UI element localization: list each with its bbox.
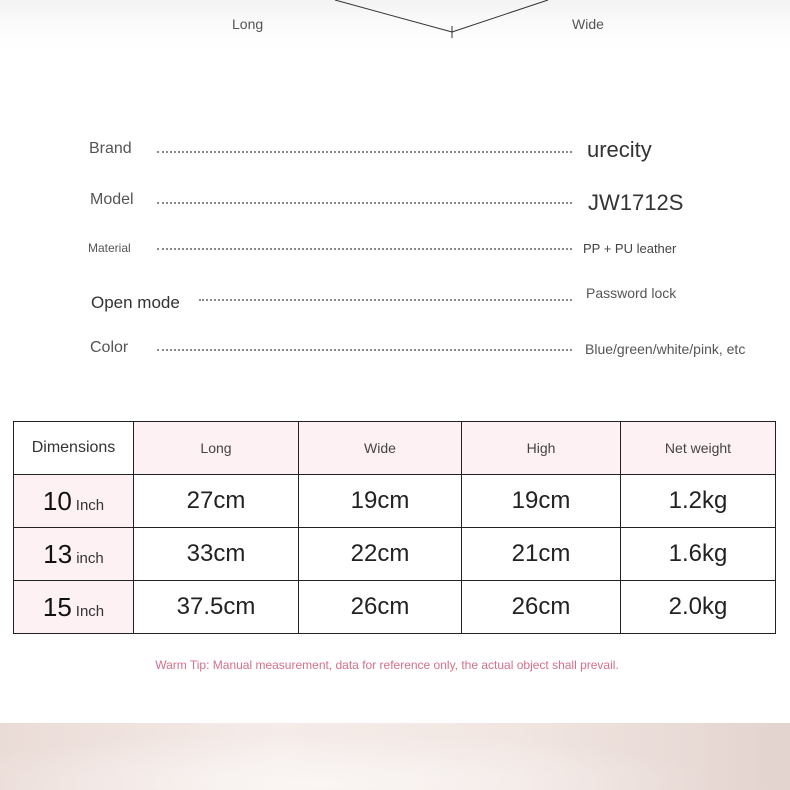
cell-high: 19cm bbox=[462, 475, 621, 528]
cell-weight: 2.0kg bbox=[621, 581, 776, 634]
spec-label-open-mode: Open mode bbox=[91, 293, 180, 312]
cell-weight: 1.2kg bbox=[621, 475, 776, 528]
table-row bbox=[14, 528, 776, 581]
spec-value-color: Blue/green/white/pink, etc bbox=[585, 341, 746, 357]
spec-value-model: JW1712S bbox=[588, 190, 684, 215]
cell-wide: 19cm bbox=[299, 475, 462, 528]
size-unit: Inch bbox=[75, 496, 105, 514]
size-unit: inch bbox=[76, 549, 104, 567]
spec-row-color bbox=[0, 334, 790, 364]
cell-long: 37.5cm bbox=[134, 581, 299, 634]
cell-high: 21cm bbox=[462, 528, 621, 581]
dimensions-table bbox=[13, 421, 776, 634]
diagram-left-edge bbox=[335, 0, 452, 32]
cell-weight: 1.6kg bbox=[621, 528, 776, 581]
header-high: High bbox=[462, 422, 621, 475]
size-unit: Inch bbox=[75, 602, 105, 620]
spec-value-brand: urecity bbox=[587, 137, 652, 162]
size-number: 15 bbox=[42, 591, 72, 622]
size-number: 10 bbox=[42, 485, 72, 516]
cell-high: 26cm bbox=[462, 581, 621, 634]
spec-label-brand: Brand bbox=[89, 140, 132, 157]
spec-leader-dots bbox=[199, 299, 572, 301]
cell-wide: 22cm bbox=[299, 528, 462, 581]
bottom-product-photo bbox=[0, 723, 790, 790]
spec-leader-dots bbox=[157, 202, 572, 204]
warm-tip-note: Warm Tip: Manual measurement, data for reference only, the actual object shall prevail. bbox=[155, 658, 619, 672]
header-net-weight: Net weight bbox=[621, 422, 776, 475]
cell-wide: 26cm bbox=[299, 581, 462, 634]
size-number: 13 bbox=[43, 538, 73, 569]
diagram-right-edge bbox=[452, 0, 548, 32]
header-dimensions: Dimensions bbox=[14, 422, 134, 475]
spec-row-material bbox=[0, 234, 790, 264]
table-row bbox=[14, 581, 776, 634]
spec-value-open-mode: Password lock bbox=[586, 285, 677, 301]
spec-label-color: Color bbox=[90, 339, 129, 356]
table-row bbox=[14, 475, 776, 528]
size-cell bbox=[14, 475, 134, 528]
spec-label-model: Model bbox=[90, 191, 134, 208]
spec-row-open-mode bbox=[0, 287, 790, 317]
table-header-row bbox=[14, 422, 776, 475]
cell-long: 27cm bbox=[134, 475, 299, 528]
spec-label-material: Material bbox=[88, 241, 131, 255]
diagram-wide-label: Wide bbox=[572, 16, 604, 32]
header-wide: Wide bbox=[299, 422, 462, 475]
cell-long: 33cm bbox=[134, 528, 299, 581]
spec-leader-dots bbox=[157, 349, 572, 351]
spec-row-brand bbox=[0, 135, 790, 165]
header-long: Long bbox=[134, 422, 299, 475]
spec-leader-dots bbox=[157, 248, 572, 250]
spec-leader-dots bbox=[157, 151, 572, 153]
bottom-photo-highlight bbox=[0, 723, 790, 790]
spec-row-model bbox=[0, 186, 790, 216]
size-cell bbox=[14, 528, 134, 581]
spec-value-material: PP + PU leather bbox=[583, 241, 677, 256]
diagram-long-label: Long bbox=[232, 16, 264, 32]
dimension-diagram bbox=[0, 0, 790, 45]
size-cell bbox=[14, 581, 134, 634]
